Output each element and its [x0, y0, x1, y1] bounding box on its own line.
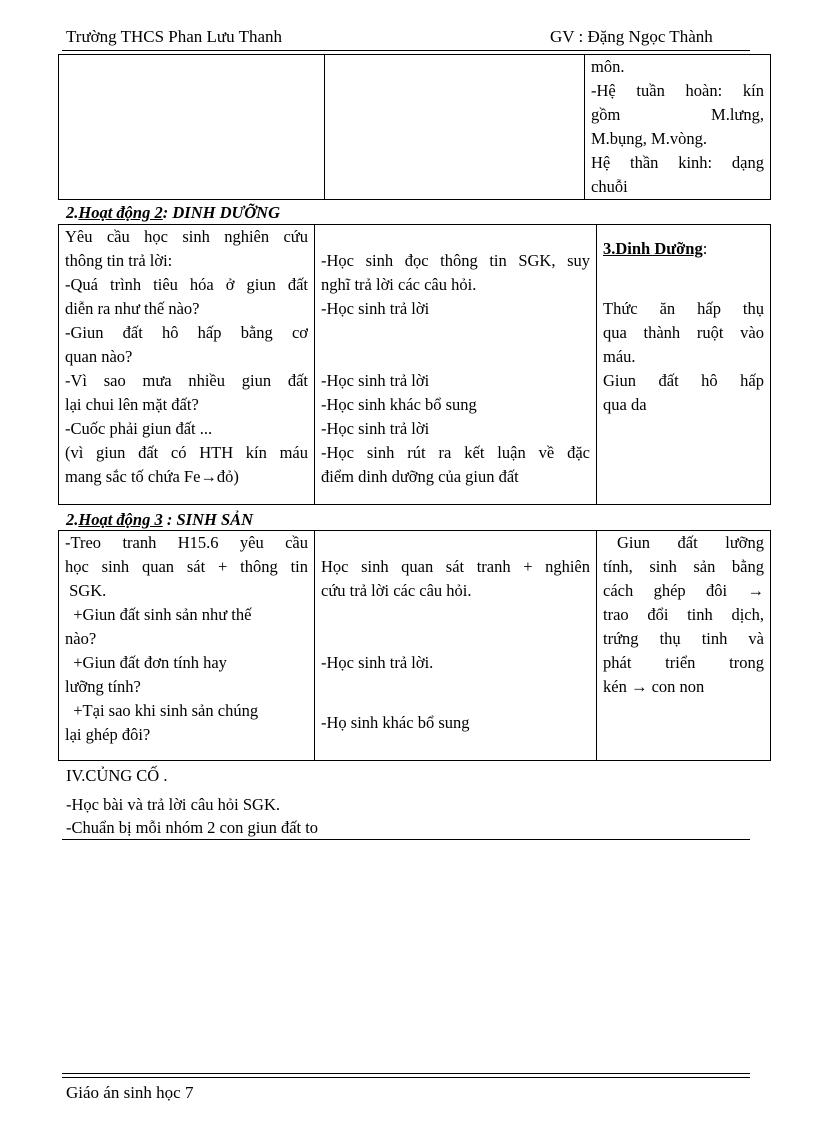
text-line: trứng thụ tinh và: [603, 629, 764, 648]
text-line: trao đổi tinh dịch,: [603, 605, 764, 624]
text-line: qua da: [603, 395, 647, 414]
text-line: -Quá trình tiêu hóa ở giun đất: [65, 275, 308, 294]
text-line: Học sinh quan sát tranh + nghiên: [321, 557, 590, 576]
continuation-col-student: [325, 55, 585, 200]
text-line: Yêu cầu học sinh nghiên cứu: [65, 227, 308, 246]
text-line: -Học sinh trả lời: [321, 299, 430, 318]
text-line: cứu trả lời các câu hỏi.: [321, 581, 472, 600]
text-line: máu.: [603, 347, 636, 366]
text-line: -Học sinh đọc thông tin SGK, suy: [321, 251, 590, 270]
text-line: gồm M.lưng,: [591, 105, 764, 124]
header-rule: [62, 50, 750, 51]
section-3-title: [66, 510, 253, 530]
text-line: lại chui lên mặt đất?: [65, 395, 199, 414]
section-4-line-2: -Chuẩn bị mỗi nhóm 2 con giun đất to: [66, 818, 319, 837]
text-line: mang sắc tố chứa Fe→đỏ): [65, 467, 239, 486]
text-line: SGK.: [65, 581, 107, 600]
text-line: -Học sinh trả lời.: [321, 653, 434, 672]
text-line: lưỡng tính?: [65, 677, 141, 696]
text-line: qua thành ruột vào: [603, 323, 764, 342]
footer-rule-2: [62, 1077, 750, 1078]
text-line: lại ghép đôi?: [65, 725, 151, 744]
table-continuation: [58, 54, 771, 200]
end-rule: [62, 839, 750, 840]
text-line: chuỗi: [591, 177, 628, 196]
text-line: -Vì sao mưa nhiều giun đất: [65, 371, 308, 390]
nutrition-col-student: [315, 225, 597, 505]
section-3-prefix: 2.: [66, 510, 79, 529]
text-line: kén → con non: [603, 677, 705, 696]
text-line: -Học sinh trả lời: [321, 371, 430, 390]
section-3-title-underlined: Hoạt động 3: [78, 510, 163, 529]
text-line: thông tin trả lời:: [65, 251, 173, 270]
section-3-title-rest: : SINH SẢN: [162, 510, 254, 529]
text-line: diễn ra như thế nào?: [65, 299, 200, 318]
nutrition-col-teacher: [59, 225, 315, 505]
header-teacher: GV : Đặng Ngọc Thành: [550, 27, 713, 46]
text-line: -Giun đất hô hấp bằng cơ: [65, 323, 308, 342]
section-4-title: IV.CỦNG CỐ .: [66, 766, 168, 785]
reproduction-col-teacher: [59, 531, 315, 761]
text-line: Hệ thần kinh: dạng: [591, 153, 764, 172]
text-line: tính, sinh sản bằng: [603, 557, 764, 576]
text-line: cách ghép đôi →: [603, 581, 764, 600]
text-line: -Họ sinh khác bổ sung: [321, 713, 470, 732]
nutrition-col-content: [597, 225, 771, 505]
section-4-line-1: -Học bài và trả lời câu hỏi SGK.: [66, 795, 281, 814]
text-line: -Treo tranh H15.6 yêu cầu: [65, 533, 308, 552]
text-line: nào?: [65, 629, 97, 648]
reproduction-col-student: [315, 531, 597, 761]
section-2-title-underlined: Hoạt động 2: [78, 203, 163, 222]
text-line: M.bụng, M.vòng.: [591, 129, 707, 148]
text-line: -Cuốc phải giun đất ...: [65, 419, 213, 438]
text-line: Giun đất hô hấp: [603, 371, 764, 390]
text-line: +Giun đất sinh sản như thế: [65, 605, 252, 624]
text-line: -Học sinh trả lời: [321, 419, 430, 438]
text-line: (vì giun đất có HTH kín máu: [65, 443, 308, 462]
footer-rule-1: [62, 1073, 750, 1074]
table-reproduction: [58, 530, 771, 761]
text-line: điểm dinh dưỡng của giun đất: [321, 467, 519, 486]
table-nutrition: [58, 224, 771, 505]
text-line: nghĩ trả lời các câu hỏi.: [321, 275, 477, 294]
nutrition-heading: 3.Dinh Dưỡng:: [603, 239, 708, 258]
text-line: Giun đất lưỡng: [617, 533, 764, 552]
text-line: -Học sinh rút ra kết luận về đặc: [321, 443, 590, 462]
section-2-prefix: 2.: [66, 203, 79, 222]
text-line: quan nào?: [65, 347, 133, 366]
text-line: học sinh quan sát + thông tin: [65, 557, 308, 576]
text-line: -Hệ tuần hoàn: kín: [591, 81, 764, 100]
reproduction-col-content: [597, 531, 771, 761]
text-line: môn.: [591, 57, 625, 76]
continuation-col-content: [585, 55, 771, 200]
text-line: Thức ăn hấp thụ: [603, 299, 764, 318]
footer-text: Giáo án sinh học 7: [66, 1083, 194, 1102]
text-line: -Học sinh khác bổ sung: [321, 395, 477, 414]
section-2-title-rest: : DINH DƯỠNG: [162, 203, 281, 222]
text-line: +Giun đất đơn tính hay: [65, 653, 227, 672]
text-line: +Tại sao khi sinh sản chúng: [65, 701, 259, 720]
continuation-col-teacher: [59, 55, 325, 200]
section-2-title: [66, 203, 280, 223]
text-line: phát triển trong: [603, 653, 764, 672]
header-school: Trường THCS Phan Lưu Thanh: [66, 27, 283, 46]
